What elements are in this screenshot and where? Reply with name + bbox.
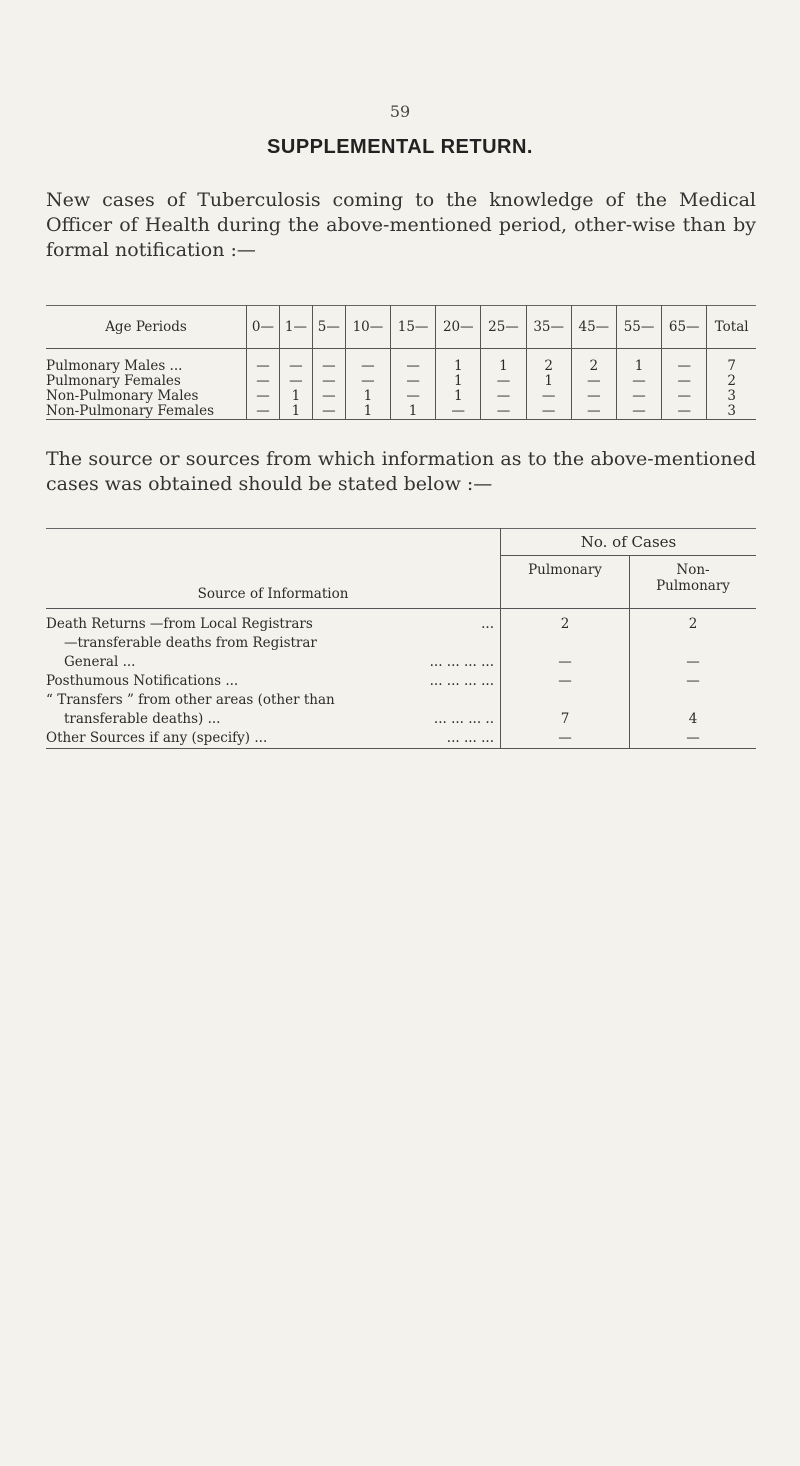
- age-column-header: 25—: [481, 306, 526, 349]
- age-column-header: 0—: [247, 306, 280, 349]
- age-cell: —: [526, 389, 571, 404]
- age-cell: —: [247, 349, 280, 375]
- age-periods-header: Age Periods: [46, 306, 247, 349]
- source-label-cell: [46, 672, 501, 691]
- age-cell: —: [571, 374, 616, 389]
- source-label: —transferable deaths from Registrar: [64, 635, 317, 651]
- age-cell: 1: [279, 404, 312, 420]
- age-cell: —: [571, 389, 616, 404]
- age-cell: —: [526, 404, 571, 420]
- age-cell: —: [247, 374, 280, 389]
- leader-dots: ... ... ...: [446, 730, 494, 746]
- source-label-cell: [46, 653, 501, 672]
- age-column-header: 35—: [526, 306, 571, 349]
- total-column-header: Total: [707, 306, 756, 349]
- non-pulmonary-count: [630, 634, 757, 653]
- pulmonary-count: 2: [501, 609, 630, 635]
- age-cell: —: [391, 374, 436, 389]
- non-pulmonary-count: 4: [688, 711, 698, 727]
- page-heading: SUPPLEMENTAL RETURN.: [267, 136, 533, 158]
- age-cell: —: [312, 404, 345, 420]
- age-cell: 1: [279, 389, 312, 404]
- age-table-header-row: [46, 306, 756, 349]
- row-label: Pulmonary Females: [46, 374, 247, 389]
- source-label: Posthumous Notifications ...: [46, 673, 239, 689]
- age-cell: —: [616, 389, 661, 404]
- leader-dots: ... ... ... ..: [433, 711, 494, 727]
- age-cell: —: [481, 404, 526, 420]
- age-cell: —: [662, 374, 707, 389]
- leader-dots: ...: [481, 616, 494, 632]
- source-label-cell: [46, 634, 501, 653]
- age-cell: —: [312, 374, 345, 389]
- source-table: [46, 528, 756, 749]
- total-cell: 7: [727, 358, 736, 374]
- age-cell: 1: [616, 349, 661, 375]
- age-cell: —: [345, 349, 390, 375]
- source-label: transferable deaths) ...: [64, 711, 221, 727]
- age-cell: —: [247, 389, 280, 404]
- table-row: [46, 349, 756, 375]
- age-cell: —: [481, 389, 526, 404]
- table-row: [46, 729, 756, 749]
- source-label: “ Transfers ” from other areas (other than: [46, 692, 335, 708]
- age-cell: —: [662, 389, 707, 404]
- age-periods-table: [46, 305, 756, 420]
- age-column-header: 20—: [436, 306, 481, 349]
- source-label: Other Sources if any (specify) ...: [46, 730, 268, 746]
- table-row: [46, 374, 756, 389]
- age-cell: —: [616, 374, 661, 389]
- age-cell: —: [279, 374, 312, 389]
- table-row: [46, 609, 756, 635]
- page-number: 59: [389, 102, 411, 121]
- table-row: [46, 653, 756, 672]
- table-row: [46, 672, 756, 691]
- source-label-cell: [46, 609, 501, 635]
- non-pulmonary-count: —: [630, 729, 757, 749]
- table-row: [46, 691, 756, 710]
- intro-paragraph: New cases of Tuberculosis coming to the knowledge of the Medical Officer of Health during the above-mentioned period, other-wise than by formal notification :—: [46, 189, 756, 261]
- age-column-header: 10—: [345, 306, 390, 349]
- age-column-header: 65—: [662, 306, 707, 349]
- pulmonary-count: [501, 634, 630, 653]
- total-cell: 3: [707, 404, 756, 420]
- non-pulmonary-count: —: [686, 654, 700, 670]
- age-cell: 1: [436, 349, 481, 375]
- row-label: Pulmonary Males ...: [46, 349, 247, 375]
- leader-dots: ... ... ... ...: [429, 673, 494, 689]
- age-cell: —: [391, 389, 436, 404]
- age-cell: —: [571, 404, 616, 420]
- age-cell: —: [312, 349, 345, 375]
- pulmonary-count: —: [501, 672, 630, 691]
- non-pulmonary-count: [630, 691, 757, 710]
- age-cell: 1: [436, 389, 481, 404]
- table-row: [46, 710, 756, 729]
- age-cell: 1: [345, 389, 390, 404]
- source-label-cell: [46, 729, 501, 749]
- no-of-cases-header: No. of Cases: [501, 529, 757, 556]
- age-column-header: 5—: [312, 306, 345, 349]
- source-label-cell: [46, 710, 501, 729]
- pulmonary-count: [501, 691, 630, 710]
- source-label: General ...: [64, 654, 136, 670]
- row-label: Non-Pulmonary Females: [46, 404, 247, 420]
- table-row: [46, 634, 756, 653]
- age-cell: —: [279, 349, 312, 375]
- age-column-header: 45—: [571, 306, 616, 349]
- total-cell: 3: [727, 388, 736, 404]
- non-pulmonary-count: 2: [688, 616, 698, 632]
- age-cell: 2: [526, 349, 571, 375]
- source-intro-paragraph: The source or sources from which information as to the above-mentioned cases was obtained should be stated below :—: [46, 448, 756, 495]
- table-row: [46, 389, 756, 404]
- non-pulmonary-header: Non- Pulmonary: [630, 556, 757, 609]
- pulmonary-count: —: [501, 653, 630, 672]
- total-cell: 2: [727, 373, 736, 389]
- age-cell: 1: [436, 374, 481, 389]
- pulmonary-count: 7: [501, 710, 630, 729]
- age-cell: —: [391, 349, 436, 375]
- source-of-information-header: Source of Information: [46, 529, 501, 609]
- age-cell: —: [345, 374, 390, 389]
- row-label: Non-Pulmonary Males: [46, 389, 247, 404]
- source-label-cell: [46, 691, 501, 710]
- age-cell: 1: [481, 349, 526, 375]
- pulmonary-count: —: [501, 729, 630, 749]
- age-cell: 2: [571, 349, 616, 375]
- age-column-header: 15—: [391, 306, 436, 349]
- non-pulmonary-count: —: [686, 673, 700, 689]
- age-cell: 1: [391, 404, 436, 420]
- age-cell: —: [312, 389, 345, 404]
- age-cell: 1: [526, 374, 571, 389]
- pulmonary-header: Pulmonary: [501, 556, 630, 609]
- leader-dots: ... ... ... ...: [429, 654, 494, 670]
- age-cell: —: [662, 349, 707, 375]
- age-cell: —: [436, 404, 481, 420]
- age-column-header: 1—: [279, 306, 312, 349]
- age-cell: 1: [345, 404, 390, 420]
- age-cell: —: [247, 404, 280, 420]
- table-row: [46, 404, 756, 420]
- age-cell: —: [481, 374, 526, 389]
- age-column-header: 55—: [616, 306, 661, 349]
- source-label: Death Returns —from Local Registrars: [46, 616, 313, 632]
- age-cell: —: [662, 404, 707, 420]
- age-cell: —: [616, 404, 661, 420]
